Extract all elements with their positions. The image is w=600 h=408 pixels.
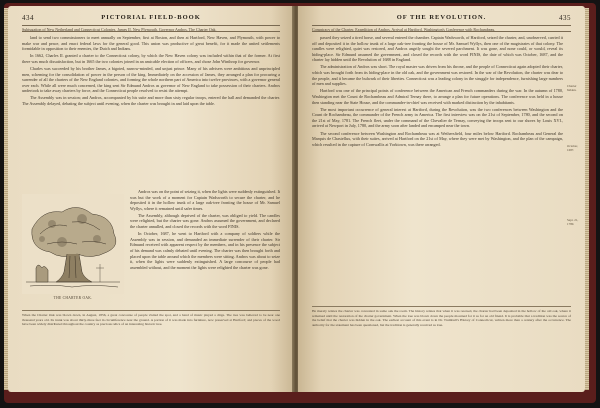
right-page xyxy=(298,6,585,392)
left-side-text xyxy=(130,189,280,307)
paragraph: The administration of Andros was short. The royal master was driven from his throne, and the people of Connecticut again adopted their charter, which was brought forth from its hiding-place in the old oak, and the government was restored. In the war of the Revolution, the charter was dear to the people, and it became the bulwark of their liberties. Connecticut was a leading colony in the struggle for independence, furnishing large numbers of men and supplies. xyxy=(312,64,563,87)
right-page-number: 435 xyxy=(559,14,571,22)
sidenote: October, 1687. xyxy=(567,144,578,152)
paragraph: In October, 1687, he went to Hartford with a company of soldiers while the Assembly was in session, and demanded an immediate surrender of their charter. Sir Edmund received with apparent respect by the members, and in his presence the subject of his demand was calmly debated until evening. The charter was then brought forth and placed upon the table around which the members were sitting. Andros was about to seize it, when the lights were suddenly extinguished. A large concourse of people had assembled without, and the moment the lights were relighted the charter was gone. xyxy=(130,231,280,270)
paragraph: Hartford was one of the principal points of conference between the American and French commanders during the war. In the autumn of 1780, Washington met the Count de Rochambeau and Admiral Ternay there, to arrange a plan for future operations. The conference was held in a house then standing near the State House, and the commander-in-chief was received with marked distinction by the inhabitants. xyxy=(312,88,563,105)
paragraph: The Assembly was in session; and Andros, accompanied by his suite and more than sixty regular troops, entered the hall and demanded the charter. The Assembly delayed, debating the subject until evening, when the charter was brought in and laid upon the table. xyxy=(22,95,280,107)
paragraph: The second conference between Washington and Rochambeau was at Wethersfield, four miles below Hartford. Rochambeau and General the Marquis de Chastellux, with their suites, arrived at Hartford on the 21st of May, where they were met by Washington, and the plan of the campaign, which resulted in the capture of Cornwallis at Yorktown, was there arranged. xyxy=(312,130,563,147)
sidenote: Sept. 21, 1780. xyxy=(567,218,579,226)
sidenote: Charter hidden. xyxy=(567,84,577,92)
illustration-caption: THE CHARTER OAK. xyxy=(53,296,93,300)
charter-oak-illustration xyxy=(22,194,124,294)
left-footnotes: When the Charter Oak was blown down, in August, 1856, a great concourse of people visited the spot, and a band of music played a dirge. The tree was believed to be near one thousand years old. Its trunk was about thirty-three feet in circumference near the ground. A portion of it was made into furniture, now preserved at Hartford; and pieces of the wood have been widely distributed throughout the country as precious relics of an interesting historic tree. xyxy=(22,310,280,386)
left-running-title: PICTORIAL FIELD-BOOK xyxy=(101,14,201,21)
left-page xyxy=(8,6,294,392)
paragraph: Andros was on the point of seizing it, when the lights were suddenly extinguished. It was but the work of a moment for Captain Wadsworth to secure the charter, and he deposited it in the hollow trunk of a large oak-tree fronting the house of Mr. Samuel Wyllys, where it remained until safer times. xyxy=(130,189,280,211)
right-running-title: OF THE REVOLUTION. xyxy=(396,14,487,21)
paragraph: Charles was succeeded by his brother James, a bigoted, narrow-minded, and unjust prince. Many of his advisers were ambitious and unprincipled men, scheming for the consolidation of power in the person of the king. Immediately on the accession of James, they arranged a plan for procuring a surrender of all the charters of the New England colonies, and forming the whole northern part of America into twelve provinces, with a governor general over each. While all were much concerned, the king sent Sir Edmund Andros as governor of New England to take possession of their charters. Andros undertook to take away charters by force, and the Connecticut people resolved to resist the attempt. xyxy=(22,65,280,94)
left-body-text xyxy=(22,35,280,187)
paragraph: The most important occurrence of general interest at Hartford, during the Revolution, was the two conferences between Washington and the Count de Rochambeau, the commander of the French army in America. The first interview was on the 21st of September, 1780, and the second on the 21st of May, 1781. The French fleet, under the command of the Chevalier de Ternay, conveying the troops sent to our shores by Louis XVI., arrived at Newport in July, 1780, and the army soon after landed and encamped near the town. xyxy=(312,106,563,129)
left-page-header xyxy=(22,14,280,24)
right-page-edges xyxy=(585,8,589,390)
paragraph: In 1662, Charles II. granted a charter to the Connecticut colony, by which the New Haven colony was included within that of the former. At first there was much dissatisfaction, but in 1665 the two colonies joined in an amicable election of officers, and chose John Winthrop for governor. xyxy=(22,53,280,64)
left-contents-line: Subjugation of New Netherland and Connecticut Colonies. James II. New Plymouth. Governor Andros. The Charter Oak. xyxy=(22,25,280,32)
paragraph: land to send two commissioners to meet annually on September, first at Boston, and then at Hartford, New Haven, and Plymouth, with power to make war and peace, and enact federal laws for the general good. This union was productive of great benefit, for it made the united settlements formidable in opposition to their enemies, the Dutch and Indians. xyxy=(22,35,280,52)
right-body-text xyxy=(312,35,563,300)
paragraph: The Assembly, although deprived of the charter, was obliged to yield. The candles were relighted, but the charter was gone. Andros assumed the government, and declared the charter annulled, and closed the records with the word FINIS. xyxy=(130,212,280,230)
paragraph: passed they seized a tired horse, and several entered the chamber. Captain Wadsworth, of Hartford, seized the charter, and, unobserved, carried it off and deposited it in the hollow trunk of a large oak-tree fronting the house of Mr. Samuel Wyllys, then one of the magistrates of that colony. The candles were relighted, quiet was restored, and Andros angrily sought the severed parchment. It was gone, and none could, or would, reveal its hiding-place. Sir Edmund assumed the government, and closed the records with the word FINIS, the date of which was October, 1687, and the charter lay hidden until the Revolution of 1688 in England. xyxy=(312,35,563,63)
right-footnotes: He merely relates the charter was concealed in some oak the room. The history relates that when it was rescued, the charter had been deposited in the hollow of the old oak, where it remained until the restoration of the charter government. When the tree was blown down the people mourned for it as for an old friend. It is probable that a tradition was the source of the belief that the charter was hidden in the oak. The earliest account of this event is in Dr. Trumbull's History of Connecticut, written more than a century after the occurrence. The authority for the statement has been questioned, but the tradition is generally received as true. xyxy=(312,306,571,386)
left-page-number: 434 xyxy=(22,14,34,22)
right-page-header xyxy=(312,14,571,24)
right-contents-line: Conspiracy of the Charter. Expedition of Andros. Arrival at Hartford. Washington's Conference with Rochambeau. xyxy=(312,25,571,32)
